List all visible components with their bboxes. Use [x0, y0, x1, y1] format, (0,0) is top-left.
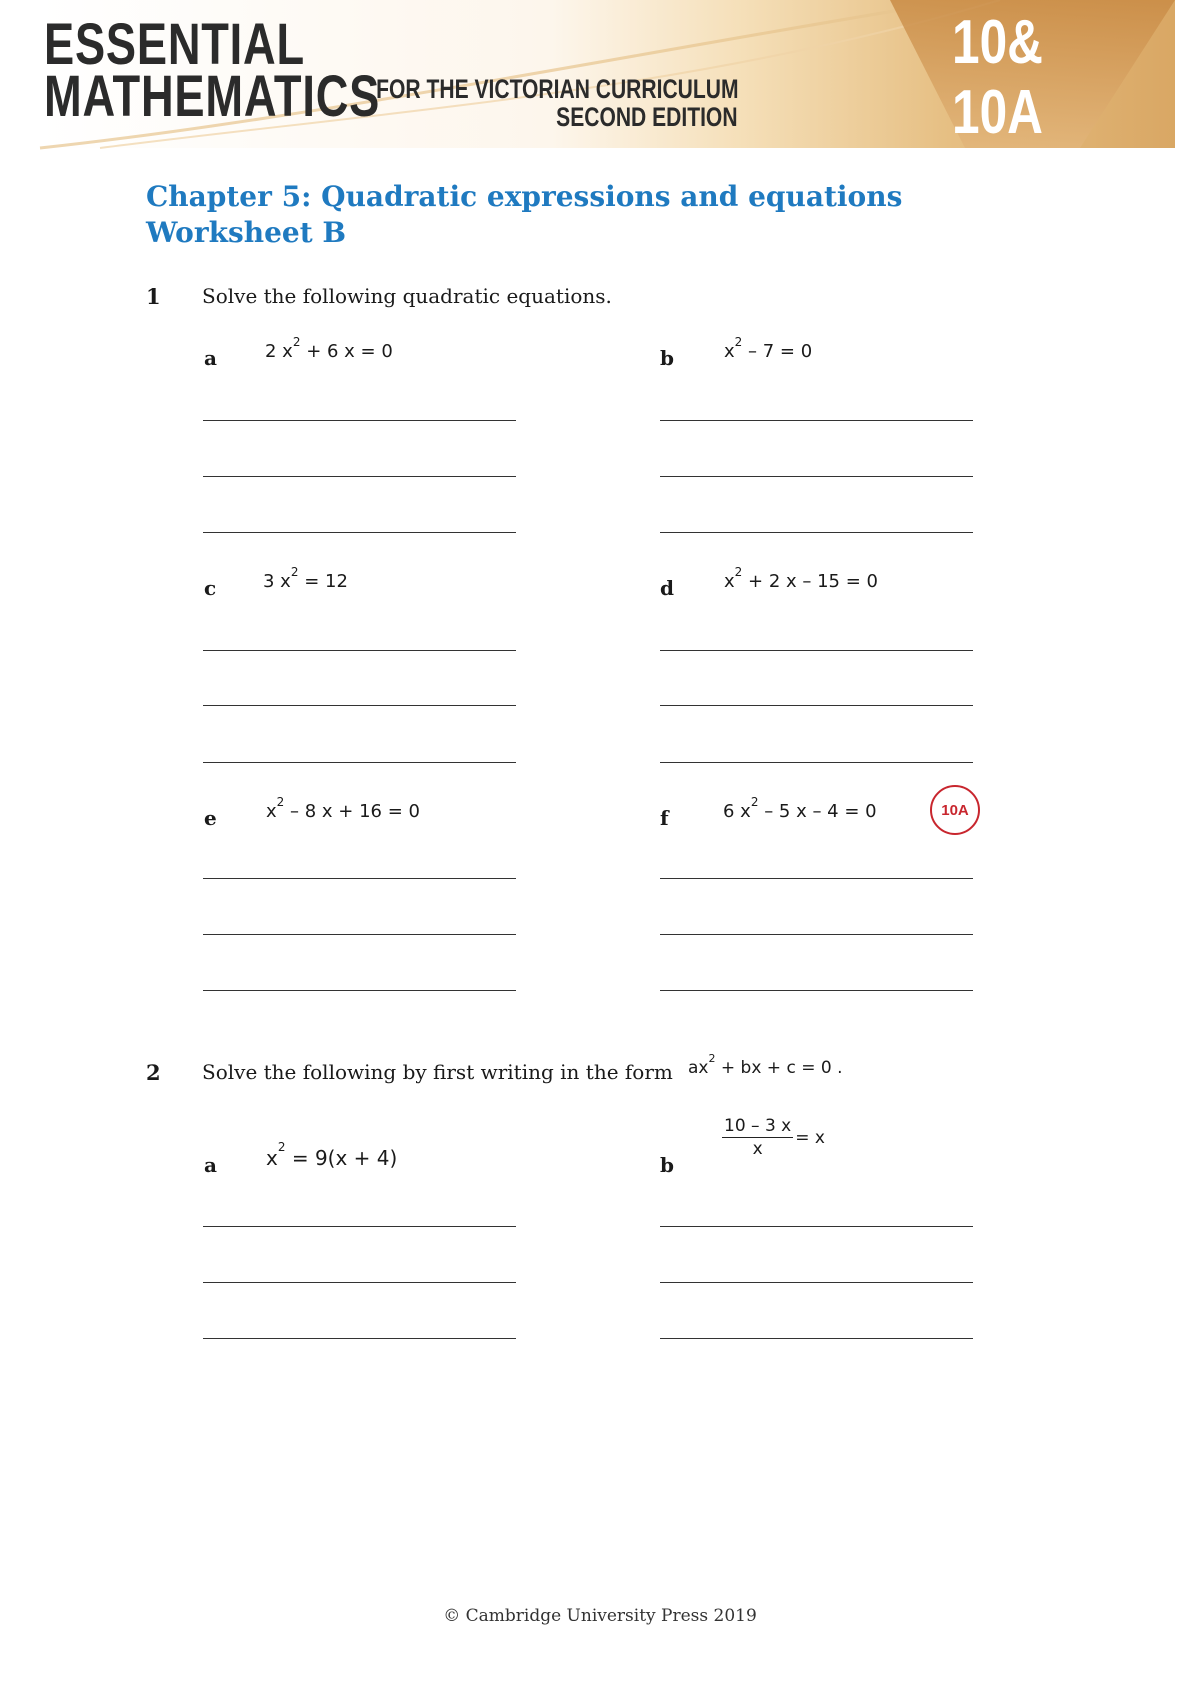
- answer-line[interactable]: [660, 476, 973, 477]
- worksheet-title: Worksheet B: [146, 216, 347, 249]
- brand-subtitle-line1: FOR THE VICTORIAN CURRICULUM: [375, 74, 738, 104]
- q1-part-c-equation: 3 $x^2 = 12$: [263, 565, 348, 592]
- q1-part-a-equation: 2 $x^2 + 6$ x = 0: [265, 335, 393, 362]
- q2-part-b-label: b: [660, 1153, 674, 1177]
- fraction-denominator: x: [752, 1139, 763, 1159]
- standard-form-equation: $ax^2$ + bx + c = 0 .: [688, 1052, 843, 1078]
- q1-part-c-label: c: [204, 576, 217, 600]
- answer-line[interactable]: [203, 934, 516, 935]
- q1-part-b-label: b: [660, 346, 674, 370]
- answer-line[interactable]: [660, 650, 973, 651]
- question-1-text: Solve the following quadratic equations.: [202, 284, 612, 308]
- answer-line[interactable]: [203, 476, 516, 477]
- brand-title-line2: MATHEMATICS: [44, 64, 381, 129]
- question-1-number: 1: [146, 284, 161, 309]
- q1-part-b-equation: $x^2 - 7 = 0$: [724, 335, 813, 362]
- answer-line[interactable]: [660, 532, 973, 533]
- q2-part-a-label: a: [204, 1153, 217, 1177]
- q1-part-f-equation: 6 $x^2 - 5$ x – 4 = 0: [723, 795, 877, 822]
- answer-line[interactable]: [203, 1338, 516, 1339]
- copyright-footer: © Cambridge University Press 2019: [443, 1606, 757, 1626]
- answer-line[interactable]: [660, 420, 973, 421]
- question-2-number: 2: [146, 1060, 161, 1085]
- answer-line[interactable]: [203, 1226, 516, 1227]
- answer-line[interactable]: [203, 1282, 516, 1283]
- answer-line[interactable]: [660, 1226, 973, 1227]
- answer-line[interactable]: [203, 420, 516, 421]
- answer-line[interactable]: [660, 878, 973, 879]
- q1-part-d-equation: $x^2 + 2$ x – 15 = 0: [724, 565, 878, 592]
- q1-part-a-label: a: [204, 346, 217, 370]
- q2-part-b-equation: [722, 1116, 825, 1159]
- answer-line[interactable]: [660, 762, 973, 763]
- answer-line[interactable]: [203, 878, 516, 879]
- answer-line[interactable]: [660, 934, 973, 935]
- fraction-rhs: = x: [795, 1127, 825, 1148]
- fraction-numerator: 10 – 3 x: [724, 1116, 792, 1136]
- q2-part-a-equation: $x^2 = 9(x + 4)$: [266, 1140, 398, 1170]
- level-label-line2: 10A: [952, 78, 1043, 147]
- answer-line[interactable]: [203, 705, 516, 706]
- answer-line[interactable]: [203, 650, 516, 651]
- q1-part-e-label: e: [204, 806, 217, 830]
- 10a-level-badge: 10A: [930, 785, 980, 835]
- brand-title-line1: ESSENTIAL: [44, 12, 305, 77]
- answer-line[interactable]: [203, 990, 516, 991]
- chapter-title: Chapter 5: Quadratic expressions and equations: [146, 180, 903, 213]
- answer-line[interactable]: [660, 1282, 973, 1283]
- level-label-line1: 10&: [952, 8, 1043, 77]
- header-banner: [0, 0, 1200, 150]
- answer-line[interactable]: [660, 1338, 973, 1339]
- answer-line[interactable]: [660, 705, 973, 706]
- question-2-text: Solve the following by first writing in the form: [202, 1060, 673, 1084]
- answer-line[interactable]: [660, 990, 973, 991]
- q1-part-f-label: f: [660, 806, 669, 830]
- brand-subtitle-line2: SECOND EDITION: [556, 102, 738, 132]
- q1-part-d-label: d: [660, 576, 674, 600]
- answer-line[interactable]: [203, 532, 516, 533]
- q1-part-e-equation: $x^2 - 8$ x + 16 = 0: [266, 795, 420, 822]
- answer-line[interactable]: [203, 762, 516, 763]
